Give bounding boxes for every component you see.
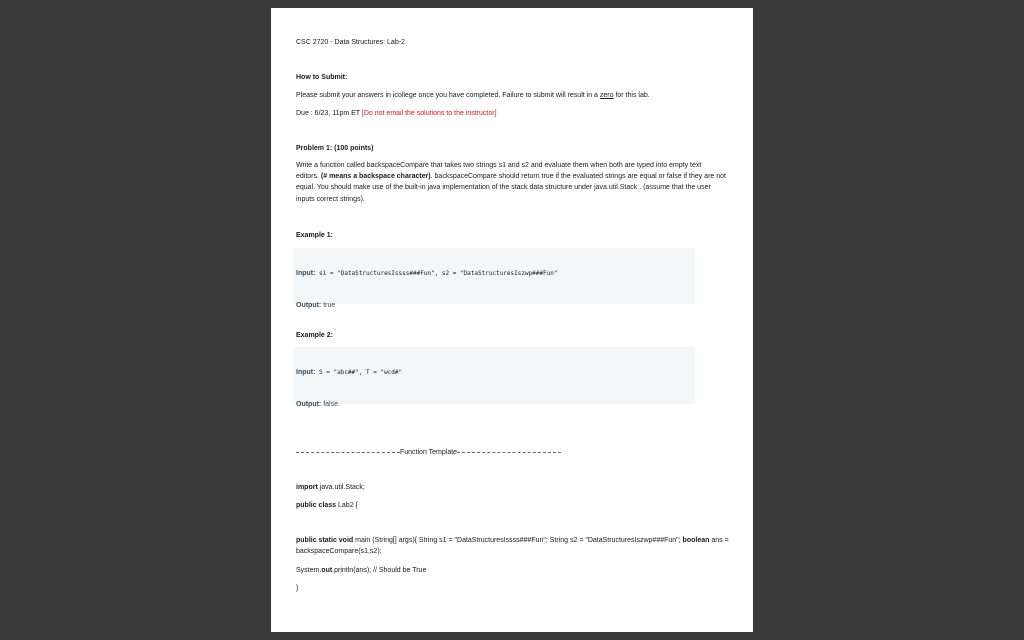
document-page: [271, 8, 753, 632]
main-rest-1: main (String[] args){ String s1 = "DataStructuresIssss###Fun"; String s2 = "DataStructuresIszwp###Fun";: [353, 537, 683, 544]
example-2-output: [296, 393, 338, 411]
due-date: Due : 6/23, 11pm ET: [296, 110, 360, 117]
import-keyword: import: [296, 484, 318, 491]
class-keyword: public class: [296, 502, 337, 509]
problem-heading: Problem 1: (100 points): [296, 145, 374, 152]
closing-brace: }: [296, 585, 299, 592]
output-label: Output:: [296, 302, 322, 309]
main-rest-2: ans = backspaceCompare(s1,s2);: [296, 537, 729, 555]
function-template-divider: [296, 447, 561, 458]
example-2-box: [294, 347, 695, 408]
example-2-input: [296, 361, 402, 379]
output-value: true: [321, 302, 336, 309]
submit-instructions: [296, 90, 650, 101]
example-1-box: [294, 248, 695, 309]
example-1-input: [296, 262, 557, 280]
submit-text-after: for this lab.: [613, 92, 650, 99]
output-value: false: [321, 401, 338, 408]
input-label: Input:: [296, 369, 316, 376]
boolean-keyword: boolean: [682, 537, 710, 544]
output-label: Output:: [296, 401, 322, 408]
problem-text-1: Write a function called backspaceCompare that takes two strings s1 and s2 and evaluate them when both are typed into empty text editors.: [296, 162, 702, 181]
main-keyword: public static void: [296, 537, 354, 544]
println-out: out: [321, 567, 333, 574]
main-method-lines: [296, 535, 736, 557]
problem-description: [296, 160, 726, 205]
problem-text-bold: (# means a backspace character): [320, 173, 431, 181]
zero-word: zero: [599, 92, 614, 99]
input-value: s1 = "DataStructuresIssss###Fun", s2 = "DataStructuresIszwp###Fun": [315, 270, 558, 277]
example-1-heading: Example 1:: [296, 232, 333, 239]
example-1-output: [296, 294, 335, 312]
println-prefix: System.: [296, 567, 322, 574]
submit-text-before: Please submit your answers in icollege once you have completed. Failure to submit will result in a: [296, 92, 600, 99]
println-rest: .println(ans); // Should be True: [332, 567, 427, 574]
println-line: [296, 565, 426, 576]
class-line: [296, 500, 358, 511]
divider-line-left: [296, 452, 400, 453]
how-to-submit-heading: How to Submit:: [296, 74, 348, 81]
document-title: CSC 2720 - Data Structures: Lab-2: [296, 39, 405, 46]
input-value: S = "abc##", T = "wcd#": [315, 369, 403, 376]
problem-text-2: . backspaceCompare should return true if the evaluated strings are equal or false if they are not equal. You should make use of the built-in java implementation of the stack data structure under java.util.Stack . (assume that the user inputs correct strings).: [296, 173, 726, 203]
import-line: [296, 482, 365, 493]
due-line: [296, 108, 497, 119]
import-rest: java.util.Stack;: [317, 484, 365, 491]
due-note: [Do not email the solutions to the instructor]: [361, 110, 497, 117]
function-template-label: Function Template: [400, 449, 458, 456]
divider-line-right: [457, 452, 561, 453]
input-label: Input:: [296, 270, 316, 277]
class-rest: Lab2 {: [336, 502, 358, 509]
example-2-heading: Example 2:: [296, 332, 333, 339]
